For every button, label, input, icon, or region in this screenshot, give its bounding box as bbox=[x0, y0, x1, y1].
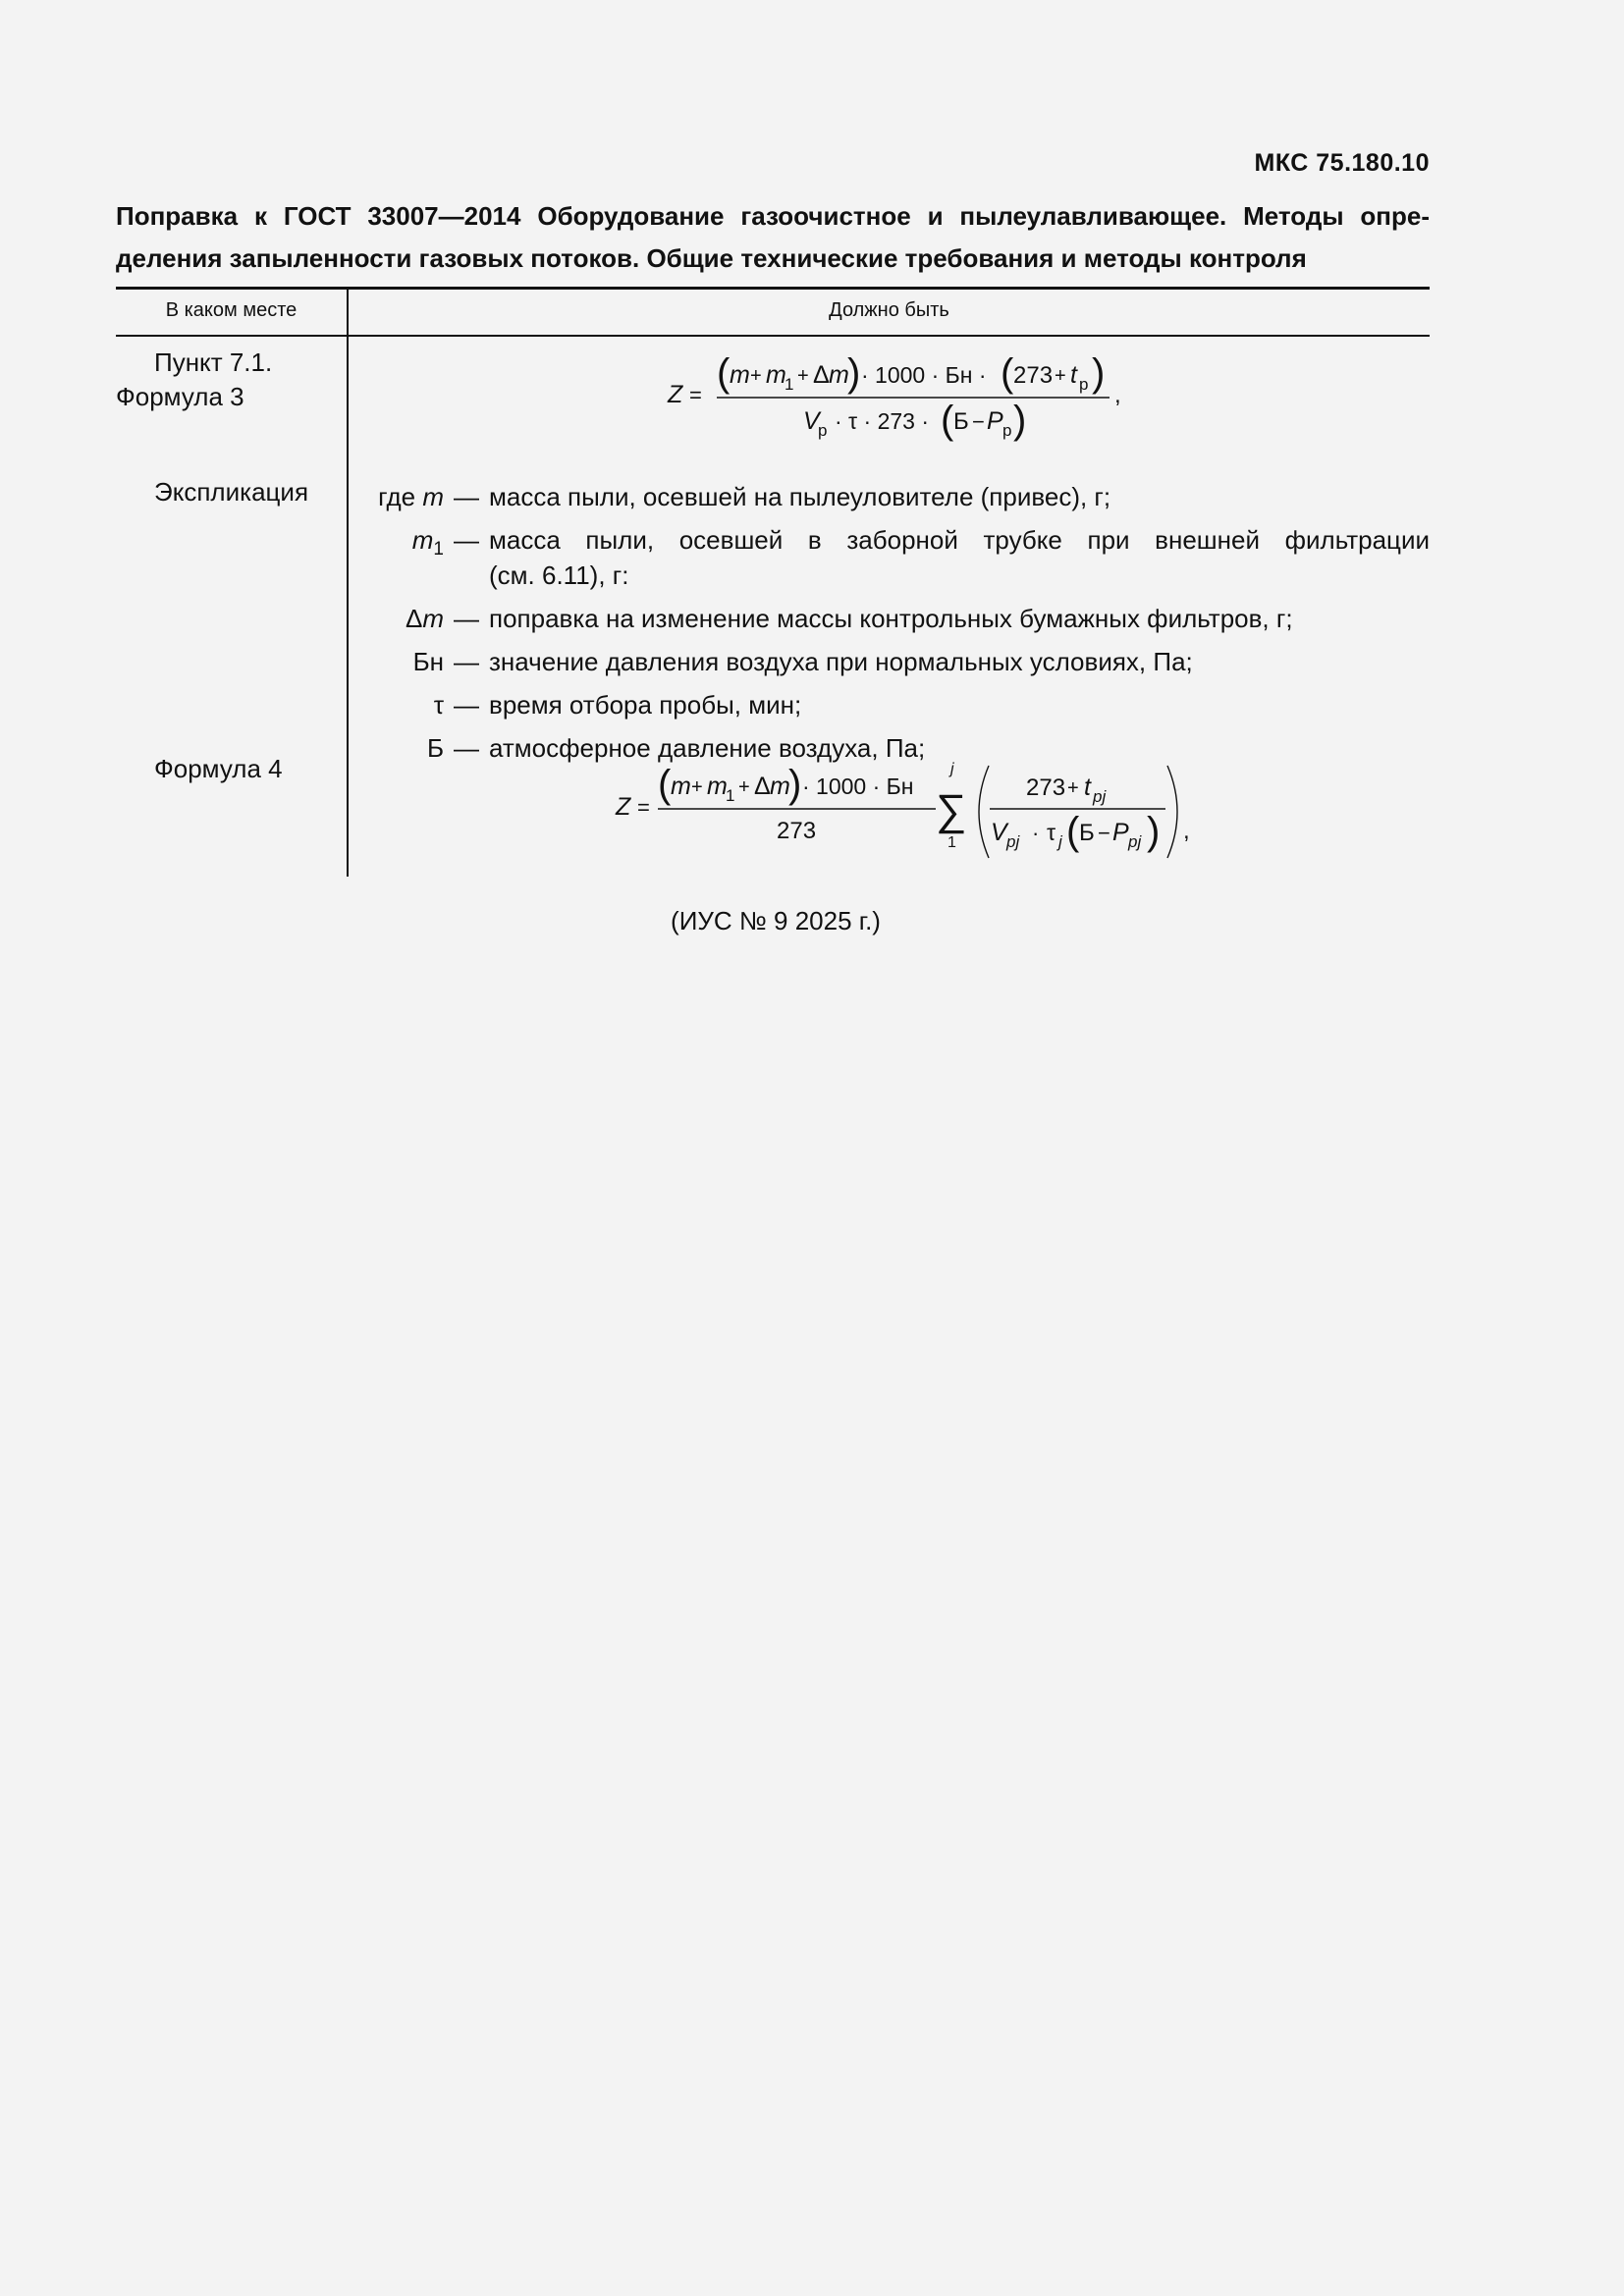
explication-desc: время отбора пробы, мин; bbox=[489, 690, 802, 720]
f4-inner-V: V bbox=[991, 819, 1007, 846]
explication-desc: атмосферное давление воздуха, Па; bbox=[489, 733, 926, 763]
f3-num-plus3: + bbox=[1055, 365, 1066, 387]
f3-den-B: Б bbox=[953, 408, 969, 435]
f4-paren-close-2: ) bbox=[1147, 810, 1161, 853]
f3-num-mul: · 1000 · Бн · bbox=[861, 362, 987, 388]
f4-sum-lower: 1 bbox=[947, 834, 956, 851]
f4-num-tail: · 1000 · Бн bbox=[802, 774, 914, 799]
f3-eq: = bbox=[689, 383, 702, 407]
f3-num-m: m bbox=[730, 361, 750, 389]
row-label-explication: Экспликация bbox=[154, 477, 309, 507]
table-header-rule bbox=[116, 335, 1430, 337]
f3-paren-open-2: ( bbox=[1001, 351, 1014, 395]
f3-paren-close-1: ) bbox=[847, 351, 861, 395]
explication-desc: масса пыли, осевшей в заборной трубке при внешней фильтрации (см. 6.11), г: bbox=[489, 525, 1430, 590]
explication-dash: — bbox=[454, 690, 479, 720]
f3-num-t: t bbox=[1070, 361, 1077, 389]
explication-dash: — bbox=[454, 647, 479, 676]
f4-inner-273: 273 bbox=[1026, 774, 1066, 801]
explication-item-bn bbox=[353, 644, 1430, 679]
f4-num-plus2: + bbox=[738, 776, 750, 798]
f4-big-paren-open bbox=[979, 766, 989, 858]
f3-lhs: Z bbox=[668, 381, 683, 408]
column-header-should-be: Должно быть bbox=[829, 299, 949, 321]
f4-num-m: m bbox=[671, 773, 691, 800]
explication-symbol: Бн bbox=[412, 647, 444, 676]
explication-symbol: Δm bbox=[405, 604, 444, 633]
f3-num-plus1: + bbox=[750, 365, 762, 387]
f4-inner-tau: τ bbox=[1047, 820, 1056, 845]
f3-num-tsub: p bbox=[1079, 375, 1089, 394]
f4-inner-tausub: j bbox=[1058, 832, 1062, 851]
explication-list bbox=[353, 479, 1430, 774]
f3-trail: , bbox=[1114, 382, 1121, 408]
f4-paren-open-1: ( bbox=[658, 763, 672, 806]
column-header-where: В каком месте bbox=[165, 299, 298, 321]
footer-ius-reference: (ИУС № 9 2025 г.) bbox=[671, 906, 881, 935]
f4-inner-minus: − bbox=[1098, 821, 1110, 845]
f4-paren-open-2: ( bbox=[1066, 810, 1080, 853]
f3-den-Vsub: p bbox=[818, 421, 828, 440]
f4-num-sub1: 1 bbox=[726, 786, 735, 805]
f3-paren-close-2: ) bbox=[1092, 351, 1106, 395]
explication-symbol: где m bbox=[378, 482, 444, 511]
f4-inner-B: Б bbox=[1079, 820, 1095, 846]
f4-den: 273 bbox=[777, 818, 817, 844]
f4-num-delta: Δ bbox=[754, 773, 771, 800]
f3-num-m1: m bbox=[766, 361, 786, 389]
f3-num-delta: Δ bbox=[813, 361, 830, 389]
f4-paren-close-1: ) bbox=[788, 763, 802, 806]
f3-num-sub1: 1 bbox=[785, 375, 794, 394]
f4-big-paren-close bbox=[1167, 766, 1177, 858]
formula-3 bbox=[648, 348, 1159, 452]
explication-symbol: τ bbox=[433, 690, 444, 720]
explication-desc: значение давления воздуха при нормальных условиях, Па; bbox=[489, 647, 1193, 676]
f3-den-Psub: p bbox=[1002, 421, 1012, 440]
table-column-divider bbox=[347, 287, 349, 877]
explication-dash: — bbox=[454, 604, 479, 633]
f4-inner-t: t bbox=[1084, 774, 1091, 801]
f4-inner-plus: + bbox=[1067, 777, 1079, 799]
explication-dash: — bbox=[454, 525, 479, 555]
explication-item-m bbox=[353, 479, 1430, 514]
explication-dash: — bbox=[454, 733, 479, 763]
f4-num-m1: m bbox=[707, 773, 728, 800]
explication-desc: поправка на изменение массы контрольных бумажных фильтров, г; bbox=[489, 604, 1293, 633]
amendment-title bbox=[116, 195, 1430, 280]
explication-symbol: $m_1$ bbox=[411, 525, 444, 561]
f3-den-V: V bbox=[803, 407, 820, 435]
f4-inner-Vsub: pj bbox=[1006, 832, 1020, 851]
f4-trail: , bbox=[1183, 818, 1190, 844]
f4-inner-Psub: pj bbox=[1128, 832, 1142, 851]
f4-sum-upper: j bbox=[950, 761, 954, 777]
f4-inner-tsub: pj bbox=[1093, 787, 1107, 806]
title-line-1: Поправка к ГОСТ 33007—2014 Оборудование газоочистное и пылеулавливающее. Методы опре- bbox=[116, 201, 1430, 231]
f3-paren-close-3: ) bbox=[1013, 399, 1027, 442]
f3-num-plus2: + bbox=[797, 365, 809, 387]
f3-den-P: P bbox=[987, 407, 1003, 435]
explication-item-m1 bbox=[353, 522, 1430, 593]
f3-paren-open-1: ( bbox=[717, 351, 731, 395]
formula-4 bbox=[604, 758, 1213, 871]
f4-inner-P: P bbox=[1112, 819, 1129, 846]
explication-desc: масса пыли, осевшей на пылеуловителе (привес), г; bbox=[489, 482, 1111, 511]
explication-item-tau bbox=[353, 687, 1430, 722]
f4-sum-sign: ∑ bbox=[936, 786, 967, 834]
f4-lhs: Z bbox=[616, 793, 631, 821]
table-top-rule bbox=[116, 287, 1430, 290]
row-label-punkt: Пункт 7.1. bbox=[154, 347, 273, 377]
f4-eq: = bbox=[637, 795, 650, 820]
f3-num-dm: m bbox=[829, 361, 849, 389]
row-label-formula4: Формула 4 bbox=[154, 754, 283, 783]
explication-symbol: Б bbox=[426, 733, 444, 763]
f3-paren-open-3: ( bbox=[941, 399, 954, 442]
f4-num-plus1: + bbox=[691, 776, 703, 798]
f3-den-mid: · τ · 273 · bbox=[835, 408, 929, 434]
f4-num-dm: m bbox=[770, 773, 790, 800]
explication-item-dm bbox=[353, 601, 1430, 636]
explication-dash: — bbox=[454, 482, 479, 511]
f3-den-minus: − bbox=[972, 409, 985, 434]
title-line-2: деления запыленности газовых потоков. Общие технические требования и методы контроля bbox=[116, 243, 1307, 273]
f3-num-273: 273 bbox=[1013, 362, 1054, 389]
classification-code: МКС 75.180.10 bbox=[1254, 149, 1430, 177]
f4-inner-dot: · bbox=[1032, 821, 1040, 845]
row-label-formula3: Формула 3 bbox=[116, 382, 244, 411]
